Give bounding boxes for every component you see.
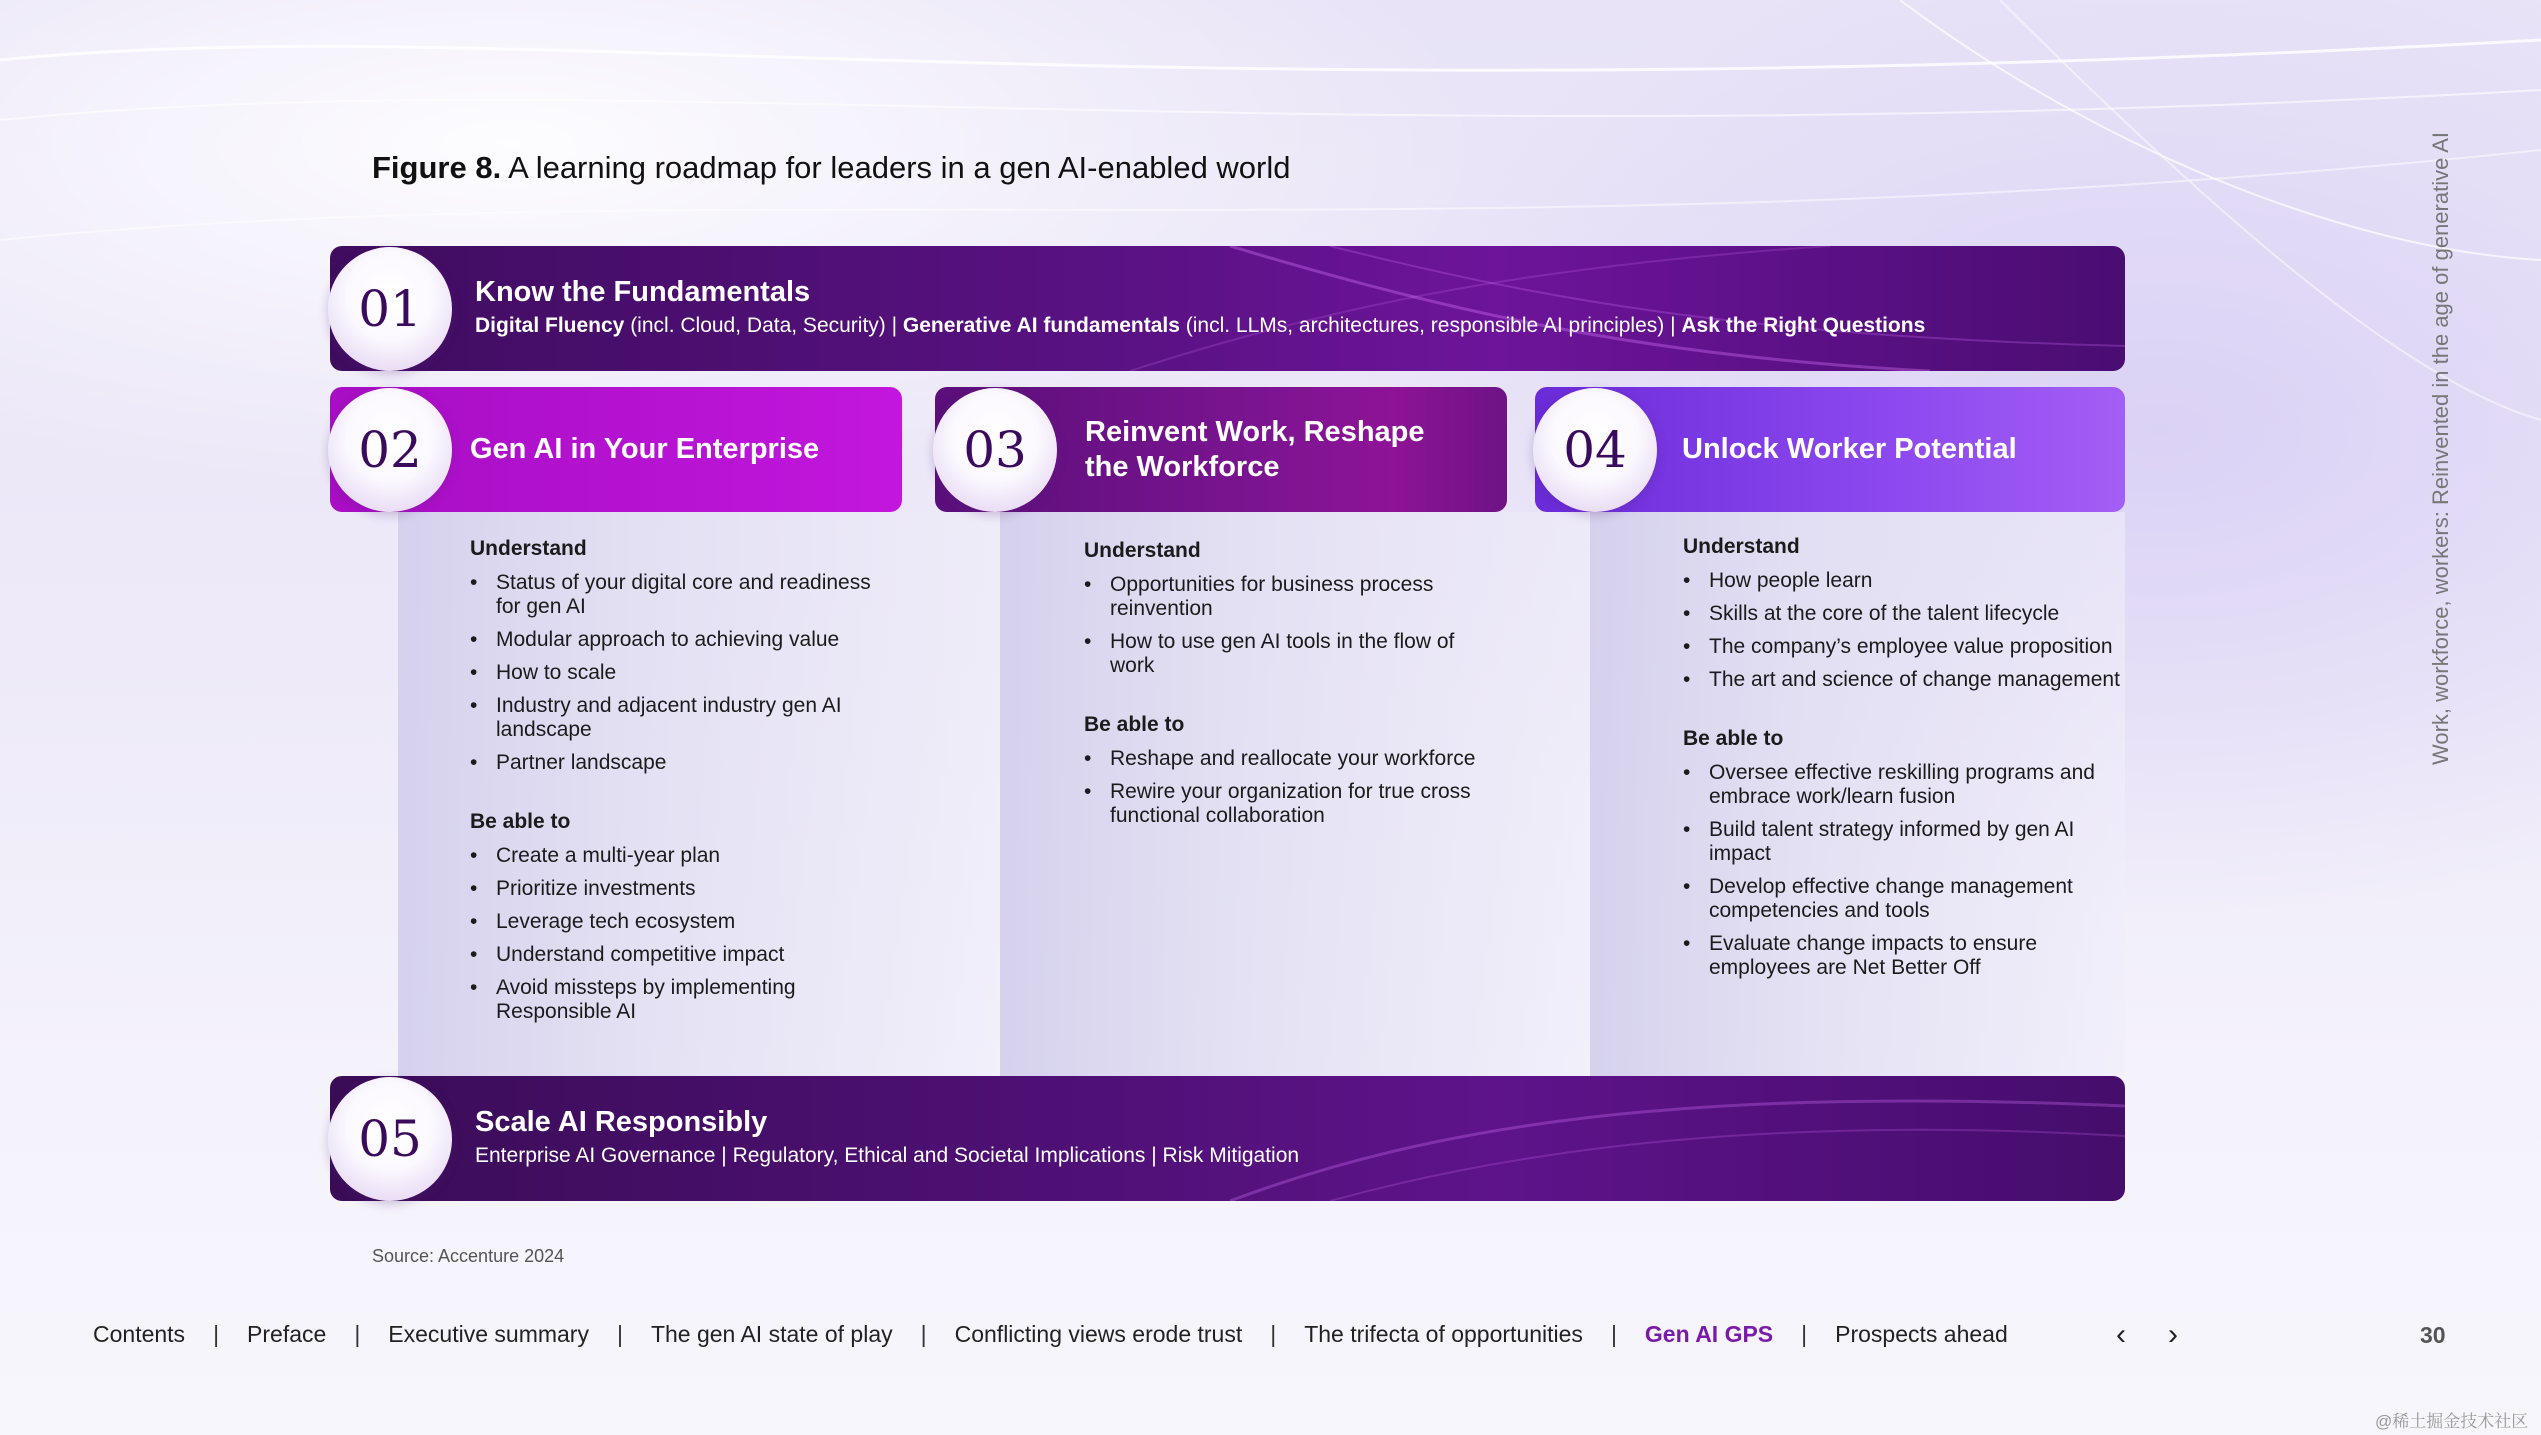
nav-executive-summary[interactable]: Executive summary — [388, 1321, 589, 1347]
list-item: • Partner landscape — [470, 751, 890, 775]
figure-label: Figure 8. — [372, 150, 502, 185]
band-5-subtitle: Enterprise AI Governance | Regulatory, Ethical and Societal Implications | Risk Mitigation — [475, 1144, 1300, 1167]
be-able-to-heading: Be able to — [1683, 727, 1784, 750]
list-item: • Status of your digital core and readiness for gen AI — [470, 571, 890, 619]
list-item: • Oversee effective reskilling programs and embrace work/learn fusion — [1683, 761, 2123, 809]
band-1-title: Know the Fundamentals — [475, 276, 811, 308]
list-item: • Modular approach to achieving value — [470, 628, 890, 652]
step-badge-01: 01 — [328, 247, 452, 371]
list-item: • Skills at the core of the talent lifecycle — [1683, 602, 2123, 626]
understand-list — [1084, 573, 1484, 678]
step-badge-02: 02 — [328, 388, 452, 512]
report-side-title: Work, workforce, workers: Reinvented in the age of generative AI — [2428, 131, 2453, 765]
list-item: • Opportunities for business process reinvention — [1084, 573, 1484, 621]
step-badge-05: 05 — [328, 1077, 452, 1201]
watermark: @稀土掘金技术社区 — [2375, 1412, 2529, 1431]
list-item: • Reshape and reallocate your workforce — [1084, 747, 1484, 771]
band-1-part-2-bold: Generative AI fundamentals — [902, 314, 1180, 337]
list-item: • The art and science of change management — [1683, 668, 2123, 692]
list-item: • The company’s employee value proposition — [1683, 635, 2123, 659]
band-1-part-2-rest: (incl. LLMs, architectures, responsible AI principles) | — [1179, 314, 1682, 337]
be-able-to-list — [1683, 761, 2123, 980]
band-1-part-1-rest: (incl. Cloud, Data, Security) | — [624, 314, 903, 337]
band-5-title: Scale AI Responsibly — [475, 1106, 768, 1138]
list-item: • Prioritize investments — [470, 877, 890, 901]
bottom-navigation — [93, 1321, 2008, 1348]
nav-gen-ai-gps[interactable]: Gen AI GPS — [1644, 1321, 1774, 1347]
step-badge-03: 03 — [933, 388, 1057, 512]
nav-separator: | — [213, 1321, 220, 1347]
nav-preface[interactable]: Preface — [247, 1321, 327, 1347]
figure-title-text: A learning roadmap for leaders in a gen AI-enabled world — [508, 150, 1291, 185]
nav-conflicting-views[interactable]: Conflicting views erode trust — [954, 1321, 1243, 1347]
be-able-to-list — [470, 844, 890, 1024]
nav-separator: | — [1801, 1321, 1808, 1347]
column-02-content — [470, 537, 890, 1033]
band-1-subtitle — [475, 314, 1925, 338]
understand-list — [470, 571, 890, 775]
page-number: 30 — [2420, 1322, 2446, 1348]
list-item: • Understand competitive impact — [470, 943, 890, 967]
nav-separator: | — [1610, 1321, 1617, 1347]
figure-title — [372, 150, 1291, 186]
step-badge-04: 04 — [1533, 388, 1657, 512]
list-item: • How to scale — [470, 661, 890, 685]
source-note: Source: Accenture 2024 — [372, 1246, 565, 1266]
nav-gen-ai-state-of-play[interactable]: The gen AI state of play — [650, 1321, 893, 1347]
be-able-to-heading: Be able to — [1084, 713, 1185, 736]
list-item: • Evaluate change impacts to ensure employees are Net Better Off — [1683, 932, 2123, 980]
header-2-title: Gen AI in Your Enterprise — [470, 433, 820, 465]
list-item: • Industry and adjacent industry gen AI landscape — [470, 694, 890, 742]
previous-page-icon[interactable]: ‹ — [2116, 1318, 2126, 1351]
band-know-the-fundamentals — [330, 246, 2125, 371]
nav-separator: | — [1270, 1321, 1277, 1347]
nav-separator: | — [920, 1321, 927, 1347]
list-item: • Rewire your organization for true cross functional collaboration — [1084, 780, 1484, 828]
understand-heading: Understand — [470, 537, 587, 560]
column-03-content — [1084, 539, 1484, 837]
be-able-to-heading: Be able to — [470, 810, 571, 833]
understand-heading: Understand — [1084, 539, 1201, 562]
nav-separator: | — [616, 1321, 623, 1347]
list-item: • Build talent strategy informed by gen AI impact — [1683, 818, 2123, 866]
column-04-content — [1683, 535, 2123, 989]
band-scale-ai-responsibly — [330, 1076, 2125, 1201]
header-4-title: Unlock Worker Potential — [1682, 433, 2017, 465]
header-3-title-line1: Reinvent Work, Reshape — [1085, 415, 1425, 448]
list-item: • How people learn — [1683, 569, 2123, 593]
list-item: • Avoid missteps by implementing Responsible AI — [470, 976, 890, 1024]
list-item: • How to use gen AI tools in the flow of work — [1084, 630, 1484, 678]
understand-list — [1683, 569, 2123, 692]
nav-separator: | — [354, 1321, 361, 1347]
list-item: • Leverage tech ecosystem — [470, 910, 890, 934]
next-page-icon[interactable]: › — [2168, 1318, 2178, 1351]
understand-heading: Understand — [1683, 535, 1800, 558]
band-1-part-1-bold: Digital Fluency — [475, 314, 625, 337]
be-able-to-list — [1084, 747, 1484, 828]
band-1-part-3-bold: Ask the Right Questions — [1681, 314, 1926, 337]
list-item: • Develop effective change management competencies and tools — [1683, 875, 2123, 923]
nav-prospects-ahead[interactable]: Prospects ahead — [1835, 1321, 2008, 1347]
list-item: • Create a multi-year plan — [470, 844, 890, 868]
nav-contents[interactable]: Contents — [93, 1321, 186, 1347]
header-3-title-line2: the Workforce — [1085, 450, 1280, 483]
nav-trifecta-of-opportunities[interactable]: The trifecta of opportunities — [1304, 1321, 1583, 1347]
